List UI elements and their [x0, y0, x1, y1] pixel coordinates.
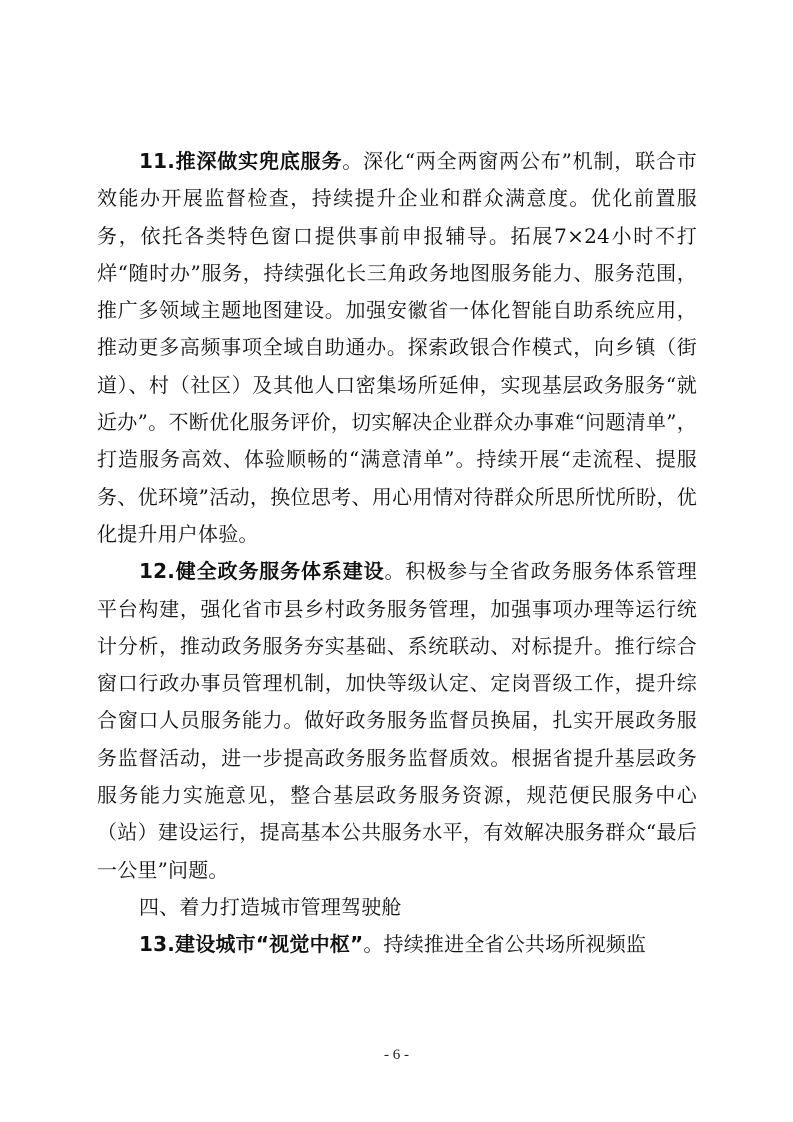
paragraph-11 [97, 143, 697, 553]
paragraph-11-text: 。深化“两全两窗两公布”机制，联合市效能办开展监督检查，持续提升企业和群众满意度。优化前置服务，依托各类特色窗口提供事前申报辅导。拓展7×24小时不打烊“随时办”服务，持续强化长三角政务地图服务能力、服务范围，推广多领域主题地图建设。加强安徽省一体化智能自助系统应用，推动更多高频事项全域自助通办。探索政银合作模式，向乡镇（街道）、村（社区）及其他人口密集场所延伸，实现基层政务服务“就近办”。不断优化服务评价，切实解决企业群众办事难“问题清单”，打造服务高效、体验顺畅的“满意清单”。持续开展“走流程、提服务、优环境”活动，换位思考、用心用情对待群众所思所忧所盼，优化提升用户体验。 [97, 149, 697, 546]
paragraph-13-text: 。持续推进全省公共场所视频监 [363, 932, 647, 957]
paragraph-12-lead: 12.健全政务服务体系建设 [139, 559, 385, 584]
paragraph-11-lead: 11.推深做实兜底服务 [139, 149, 343, 173]
page-number: - 6 - [384, 1047, 409, 1063]
section-heading: 四、着力打造城市管理驾驶舱 [139, 894, 402, 919]
paragraph-13 [97, 926, 697, 963]
paragraph-12-text: 。积极参与全省政务服务体系管理平台构建，强化省市县乡村政务服务管理，加强事项办理等运行统计分析，推动政务服务夯实基础、系统联动、对标提升。推行综合窗口行政办事员管理机制，加快等级认定、定岗晋级工作，提升综合窗口人员服务能力。做好政务服务监督员换届，扎实开展政务服务监督活动，进一步提高政务服务监督质效。根据省提升基层政务服务能力实施意见，整合基层政务服务资源，规范便民服务中心（站）建设运行，提高基本公共服务水平，有效解决服务群众“最后一公里”问题。 [97, 559, 698, 882]
paragraph-13-lead: 13.建设城市“视觉中枢” [139, 932, 364, 957]
paragraph-12 [97, 553, 697, 889]
body-text [97, 143, 697, 964]
